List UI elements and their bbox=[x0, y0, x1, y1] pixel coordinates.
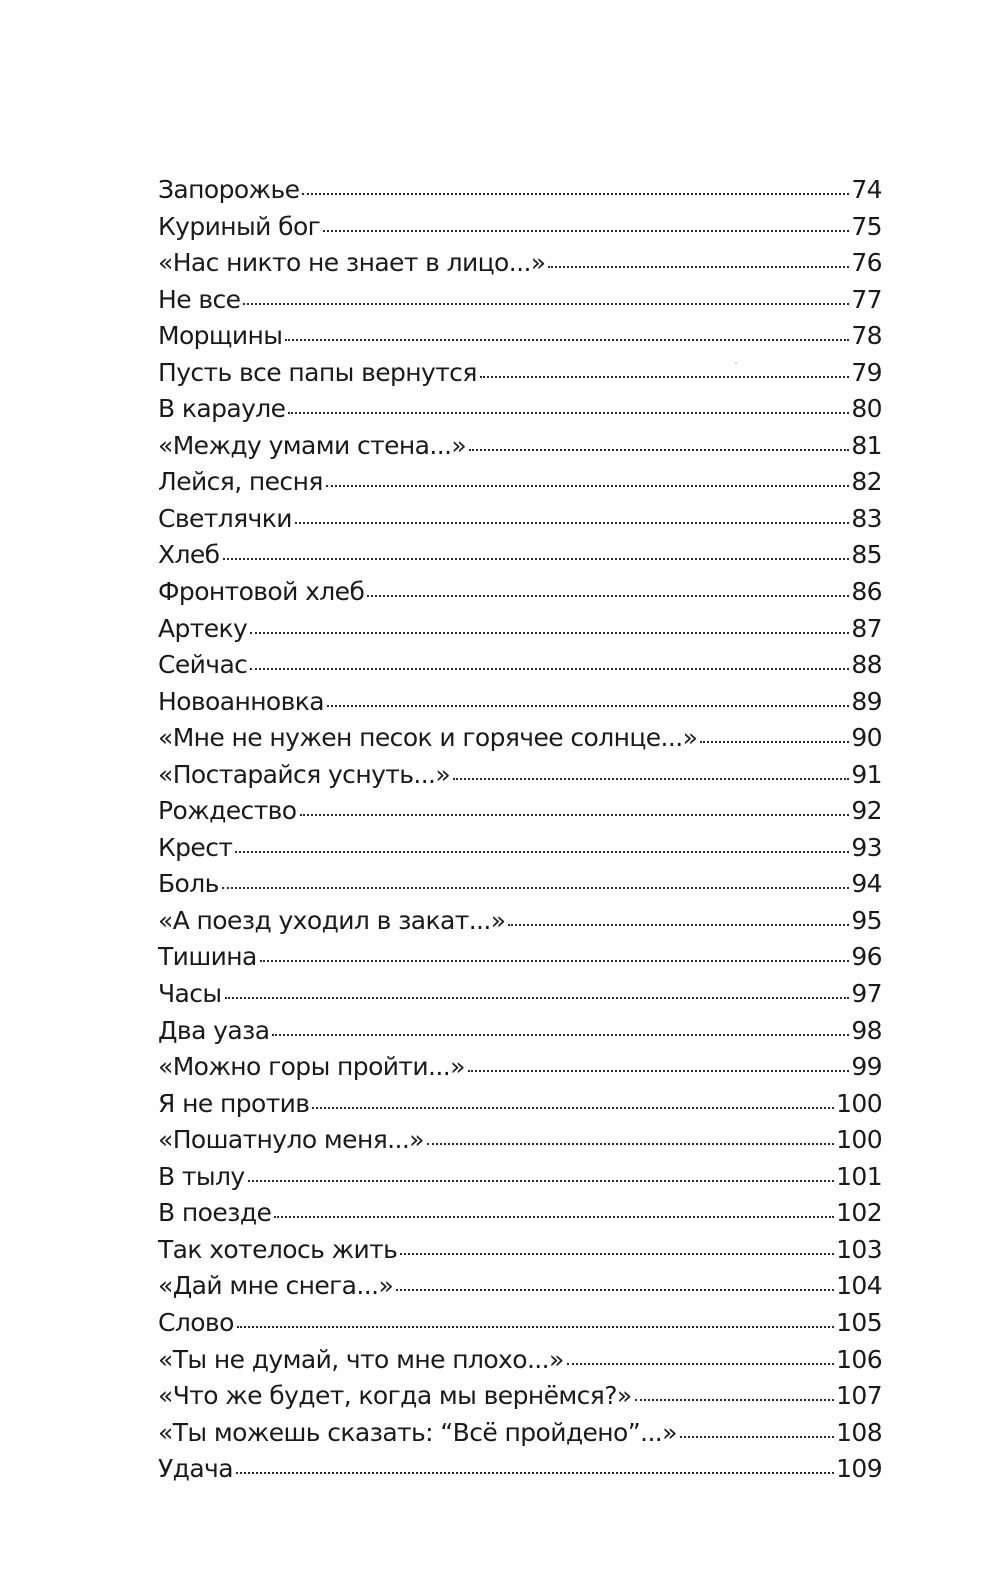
toc-entry-title: Два уаза bbox=[158, 1015, 270, 1045]
toc-entry-title: Пусть все папы вернутся bbox=[158, 357, 477, 387]
toc-entry-title: «Дай мне снега...» bbox=[158, 1271, 394, 1301]
toc-entry-title: В тылу bbox=[158, 1161, 245, 1191]
dot-leader bbox=[288, 412, 849, 414]
dot-leader bbox=[235, 851, 849, 853]
toc-entry-page: 108 bbox=[836, 1417, 882, 1447]
toc-entry bbox=[158, 1086, 882, 1123]
dot-leader bbox=[468, 1070, 850, 1072]
toc-entry bbox=[158, 903, 882, 940]
dot-leader bbox=[222, 887, 850, 889]
toc-entry-title: Новоанновка bbox=[158, 686, 324, 716]
toc-entry-title: «Пошатнуло меня...» bbox=[158, 1125, 424, 1155]
dot-leader bbox=[260, 960, 850, 962]
dot-leader bbox=[453, 778, 849, 780]
dot-leader bbox=[248, 1180, 835, 1182]
toc-entry-page: 107 bbox=[836, 1381, 882, 1411]
toc-entry-page: 83 bbox=[851, 503, 882, 533]
dot-leader bbox=[302, 193, 849, 195]
toc-entry-page: 92 bbox=[851, 796, 882, 826]
toc-entry bbox=[158, 501, 882, 538]
dot-leader bbox=[327, 705, 849, 707]
toc-entry bbox=[158, 1415, 882, 1452]
toc-entry-title: Куриный бог bbox=[158, 211, 321, 241]
toc-entry bbox=[158, 1159, 882, 1196]
dot-leader bbox=[326, 485, 850, 487]
dot-leader bbox=[323, 230, 849, 232]
dot-leader bbox=[469, 449, 849, 451]
dot-leader bbox=[223, 558, 850, 560]
toc-entry bbox=[158, 830, 882, 867]
toc-entry-title: «Постарайся уснуть...» bbox=[158, 759, 451, 789]
toc-entry-page: 79 bbox=[851, 357, 882, 387]
toc-entry-page: 103 bbox=[836, 1234, 882, 1264]
toc-entry-title: В поезде bbox=[158, 1198, 272, 1228]
toc-entry bbox=[158, 464, 882, 501]
toc-entry-page: 96 bbox=[851, 942, 882, 972]
toc-entry-page: 91 bbox=[851, 759, 882, 789]
toc-entry bbox=[158, 976, 882, 1013]
toc-entry bbox=[158, 574, 882, 611]
toc-entry bbox=[158, 1451, 882, 1488]
toc-entry bbox=[158, 172, 882, 209]
toc-entry-page: 100 bbox=[836, 1088, 882, 1118]
dot-leader bbox=[243, 303, 849, 305]
toc-entry-title: Артеку bbox=[158, 613, 248, 643]
table-of-contents bbox=[158, 172, 882, 1488]
toc-entry-title: Рождество bbox=[158, 796, 297, 826]
toc-entry-page: 74 bbox=[851, 175, 882, 204]
toc-entry-title: «Ты не думай, что мне плохо...» bbox=[158, 1344, 564, 1374]
toc-entry-title: Крест bbox=[158, 832, 233, 862]
dot-leader bbox=[700, 741, 849, 743]
dot-leader bbox=[237, 1326, 834, 1328]
toc-entry bbox=[158, 1195, 882, 1232]
toc-entry-page: 95 bbox=[851, 905, 882, 935]
dot-leader bbox=[680, 1436, 834, 1438]
dot-leader bbox=[396, 1289, 834, 1291]
toc-entry-title: «Что же будет, когда мы вернёмся?» bbox=[158, 1381, 632, 1411]
dot-leader bbox=[312, 1107, 834, 1109]
toc-entry bbox=[158, 647, 882, 684]
toc-entry bbox=[158, 793, 882, 830]
toc-entry-title: «Мне не нужен песок и горячее солнце...» bbox=[158, 723, 698, 753]
dot-leader bbox=[225, 997, 850, 999]
toc-entry bbox=[158, 866, 882, 903]
toc-entry-title: «Нас никто не знает в лицо...» bbox=[158, 248, 546, 278]
dot-leader bbox=[295, 522, 850, 524]
toc-entry bbox=[158, 355, 882, 392]
dot-leader bbox=[567, 1363, 834, 1365]
dot-leader bbox=[300, 814, 850, 816]
toc-entry-page: 93 bbox=[851, 832, 882, 862]
toc-entry-page: 75 bbox=[851, 211, 882, 241]
toc-entry bbox=[158, 757, 882, 794]
toc-entry-page: 80 bbox=[851, 394, 882, 424]
toc-entry-page: 101 bbox=[836, 1161, 882, 1191]
dot-leader bbox=[272, 1034, 849, 1036]
toc-entry-title: Сейчас bbox=[158, 650, 248, 680]
toc-entry-page: 97 bbox=[851, 979, 882, 1009]
toc-entry-title: «Ты можешь сказать: “Всё пройдено”...» bbox=[158, 1417, 677, 1447]
toc-entry-page: 86 bbox=[851, 577, 882, 607]
dot-leader bbox=[508, 924, 849, 926]
toc-entry bbox=[158, 1122, 882, 1159]
dot-leader bbox=[250, 632, 849, 634]
dot-leader bbox=[480, 376, 850, 378]
toc-entry-page: 102 bbox=[836, 1198, 882, 1228]
dot-leader bbox=[274, 1216, 834, 1218]
toc-entry-title: «А поезд уходил в закат...» bbox=[158, 905, 506, 935]
dot-leader bbox=[285, 339, 849, 341]
toc-entry-title: Хлеб bbox=[158, 540, 220, 570]
toc-entry bbox=[158, 428, 882, 465]
toc-entry-title: Так хотелось жить bbox=[158, 1234, 398, 1264]
toc-entry-page: 106 bbox=[836, 1344, 882, 1374]
toc-entry bbox=[158, 282, 882, 319]
toc-entry-page: 89 bbox=[851, 686, 882, 716]
toc-entry bbox=[158, 684, 882, 721]
toc-entry-page: 82 bbox=[851, 467, 882, 497]
toc-entry-title: Не все bbox=[158, 284, 241, 314]
toc-entry-page: 100 bbox=[836, 1125, 882, 1155]
toc-entry-page: 85 bbox=[851, 540, 882, 570]
toc-entry-page: 90 bbox=[851, 723, 882, 753]
toc-entry bbox=[158, 245, 882, 282]
toc-entry-page: 105 bbox=[836, 1307, 882, 1337]
toc-entry-title: Фронтовой хлеб bbox=[158, 577, 365, 607]
toc-entry-page: 104 bbox=[836, 1271, 882, 1301]
toc-entry-page: 78 bbox=[851, 321, 882, 351]
toc-entry-page: 88 bbox=[851, 650, 882, 680]
dot-leader bbox=[367, 595, 849, 597]
toc-entry-title: Боль bbox=[158, 869, 219, 899]
toc-entry bbox=[158, 1268, 882, 1305]
toc-entry-title: Я не против bbox=[158, 1088, 310, 1118]
dot-leader bbox=[250, 668, 849, 670]
toc-entry-title: Светлячки bbox=[158, 503, 292, 533]
toc-entry-title: Удача bbox=[158, 1454, 233, 1484]
toc-entry-title: В карауле bbox=[158, 394, 286, 424]
toc-entry bbox=[158, 611, 882, 648]
toc-entry bbox=[158, 318, 882, 355]
toc-entry-title: Запорожье bbox=[158, 175, 300, 204]
dot-leader bbox=[635, 1399, 835, 1401]
toc-entry bbox=[158, 1232, 882, 1269]
toc-entry-page: 98 bbox=[851, 1015, 882, 1045]
toc-entry-title: Слово bbox=[158, 1307, 234, 1337]
toc-entry bbox=[158, 720, 882, 757]
toc-entry-page: 81 bbox=[851, 430, 882, 460]
toc-entry bbox=[158, 1305, 882, 1342]
toc-entry bbox=[158, 939, 882, 976]
toc-entry-page: 77 bbox=[851, 284, 882, 314]
dot-leader bbox=[400, 1253, 834, 1255]
paper-speck bbox=[735, 362, 737, 364]
toc-entry-page: 87 bbox=[851, 613, 882, 643]
dot-leader bbox=[236, 1472, 834, 1474]
toc-entry bbox=[158, 1378, 882, 1415]
dot-leader bbox=[427, 1143, 834, 1145]
toc-entry-page: 109 bbox=[836, 1454, 882, 1484]
toc-entry bbox=[158, 537, 882, 574]
toc-entry-title: Тишина bbox=[158, 942, 257, 972]
toc-entry bbox=[158, 1049, 882, 1086]
toc-entry-page: 99 bbox=[851, 1052, 882, 1082]
toc-entry bbox=[158, 1013, 882, 1050]
toc-entry-title: Морщины bbox=[158, 321, 283, 351]
toc-entry-page: 76 bbox=[851, 248, 882, 278]
dot-leader bbox=[548, 266, 849, 268]
toc-entry bbox=[158, 1342, 882, 1379]
toc-entry bbox=[158, 209, 882, 246]
toc-entry-title: Часы bbox=[158, 979, 222, 1009]
toc-entry-page: 94 bbox=[851, 869, 882, 899]
toc-entry bbox=[158, 391, 882, 428]
toc-entry-title: Лейся, песня bbox=[158, 467, 323, 497]
toc-entry-title: «Между умами стена...» bbox=[158, 430, 467, 460]
toc-entry-title: «Можно горы пройти...» bbox=[158, 1052, 465, 1082]
